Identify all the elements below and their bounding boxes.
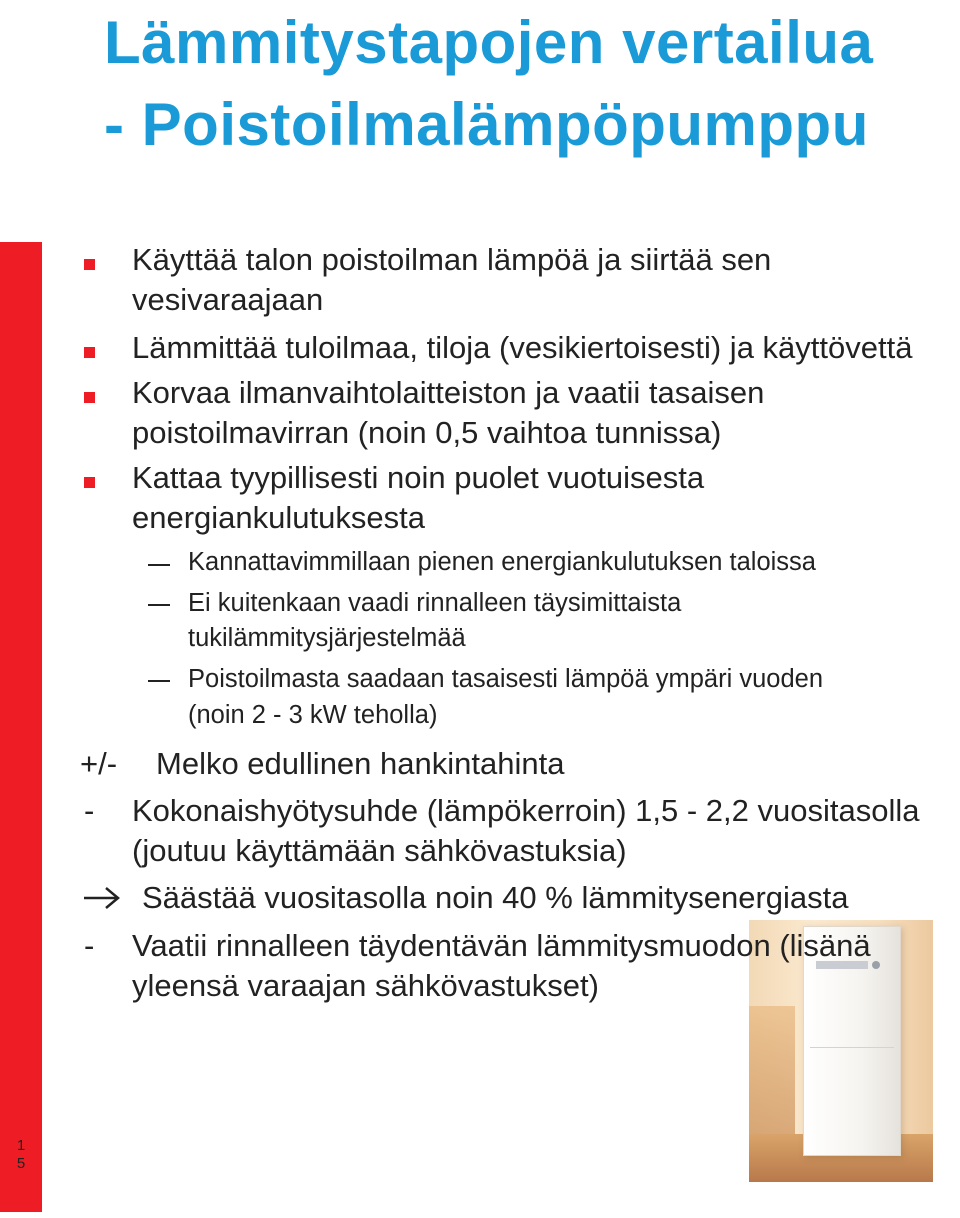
bullet-3-line-2: poistoilmavirran (noin 0,5 vaihtoa tunnissa) bbox=[132, 415, 722, 450]
eval-2-line-2: (joutuu käyttämään sähkövastuksia) bbox=[132, 833, 627, 868]
sub-bullet-3-line-2: (noin 2 - 3 kW teholla) bbox=[188, 701, 438, 729]
title-line-2: - Poistoilmalämpöpumppu bbox=[104, 91, 869, 158]
square-bullet-icon bbox=[84, 392, 95, 403]
minus-marker: - bbox=[84, 928, 95, 963]
eval-4-line-2: yleensä varaajan sähkövastukset) bbox=[132, 968, 599, 1003]
square-bullet-icon bbox=[84, 259, 95, 270]
bullet-2-line-1: Lämmittää tuloilmaa, tiloja (vesikiertoisesti) ja käyttövettä bbox=[132, 330, 913, 365]
dash-bullet-icon bbox=[148, 680, 170, 682]
dash-bullet-icon bbox=[148, 564, 170, 566]
slide-title bbox=[104, 2, 873, 166]
title-line-1: Lämmitystapojen vertailua bbox=[104, 9, 874, 76]
photo-furniture bbox=[749, 1006, 795, 1146]
sub-bullet-3-line-1: Poistoilmasta saadaan tasaisesti lämpöä ympäri vuoden bbox=[188, 665, 824, 693]
bullet-4-line-1: Kattaa tyypillisesti noin puolet vuotuisesta bbox=[132, 460, 705, 495]
minus-marker: - bbox=[84, 793, 95, 828]
eval-4-line-1: Vaatii rinnalleen täydentävän lämmitysmuodon (lisänä bbox=[132, 928, 871, 963]
bullet-1-line-2: vesivaraajaan bbox=[132, 282, 324, 317]
eval-2-line-1: Kokonaishyötysuhde (lämpökerroin) 1,5 - 2,2 vuositasolla bbox=[132, 793, 920, 828]
sub-bullet-2-line-2: tukilämmitysjärjestelmää bbox=[188, 624, 466, 652]
accent-side-bar bbox=[0, 242, 42, 1212]
unit-seam bbox=[810, 1047, 894, 1048]
bullet-4-line-2: energiankulutuksesta bbox=[132, 500, 425, 535]
eval-1-line-1: Melko edullinen hankintahinta bbox=[156, 746, 565, 781]
page-number: 15 bbox=[16, 1137, 26, 1172]
sub-bullet-1-line-1: Kannattavimmillaan pienen energiankulutuksen taloissa bbox=[188, 548, 816, 576]
indicator-icon bbox=[872, 961, 880, 969]
square-bullet-icon bbox=[84, 477, 95, 488]
square-bullet-icon bbox=[84, 347, 95, 358]
bullet-3-line-1: Korvaa ilmanvaihtolaitteiston ja vaatii tasaisen bbox=[132, 375, 765, 410]
plus-minus-marker: +/- bbox=[80, 746, 118, 781]
sub-bullet-2-line-1: Ei kuitenkaan vaadi rinnalleen täysimittaista bbox=[188, 589, 682, 617]
bullet-1-line-1: Käyttää talon poistoilman lämpöä ja siirtää sen bbox=[132, 242, 772, 277]
eval-3-line-1: Säästää vuositasolla noin 40 % lämmitysenergiasta bbox=[142, 880, 849, 915]
dash-bullet-icon bbox=[148, 604, 170, 606]
arrow-right-icon bbox=[82, 885, 122, 911]
